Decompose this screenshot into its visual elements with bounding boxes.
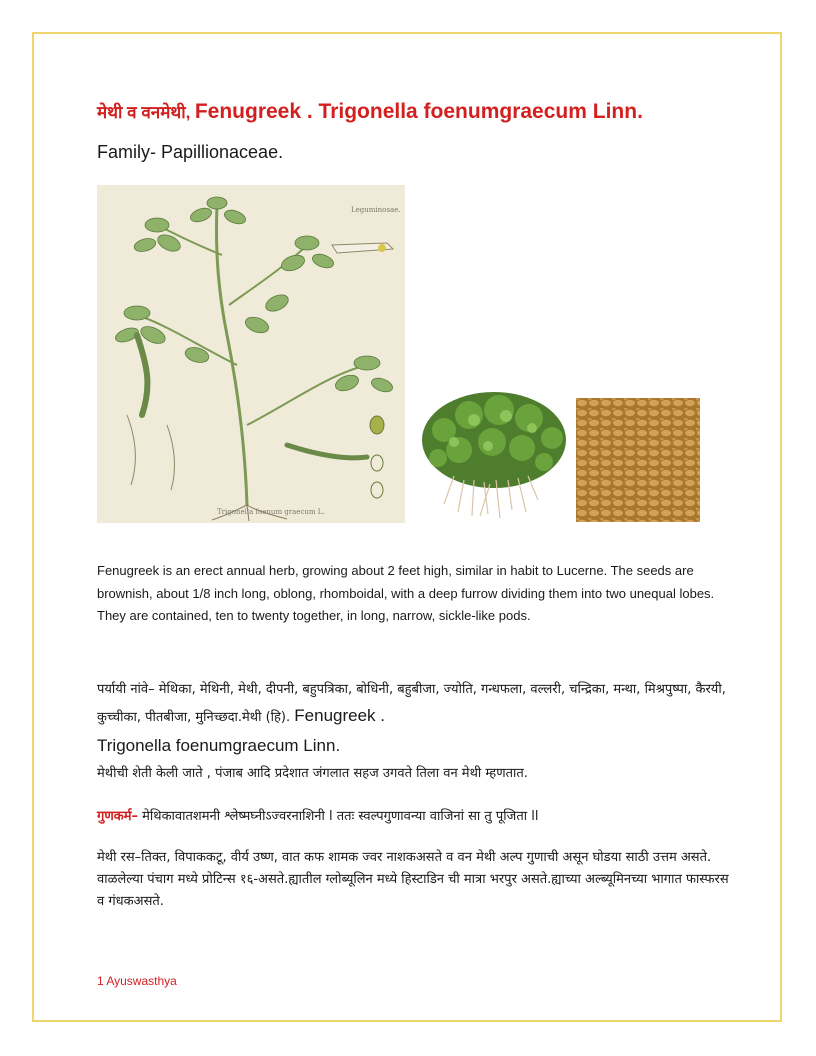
family-line: Family- Papillionaceae. xyxy=(97,142,284,162)
title-marathi: मेथी व वनमेथी, xyxy=(97,103,191,122)
fenugreek-seeds-photo xyxy=(576,398,700,522)
synonyms-paragraph xyxy=(97,677,737,731)
footer-page-label: 1 Ayuswasthya xyxy=(97,974,177,988)
synonyms-english-1: Fenugreek . xyxy=(294,706,386,725)
rasa-line-1: मेथी रस–तिक्त, विपाककटू, वीर्य उष्ण, वात कफ शामक ज्वर नाशकअसते व वन मेथी अल्प गुणाची असून घोडया साठी उत्तम असते. xyxy=(97,850,712,865)
botanical-illustration xyxy=(97,185,405,523)
cultivation-line: मेथीची शेती केली जाते , पंजाब आदि प्रदेशात जंगलात सहज उगवते तिला वन मेथी म्हणतात. xyxy=(97,766,528,781)
plant-corner-label: Leguminosae. xyxy=(351,206,401,214)
rasa-line-2: वाळलेल्या पंचाग मध्ये प्रोटिन्स १६-असते.ह्यातील ग्लोब्यूलिन मध्ये हिस्टाडिन ची मात्रा भरपुर असते.ह्याच्या अल्ब्यूमिनच्या भागात फास्फरस व गंधकअसते. xyxy=(97,872,729,909)
page-title xyxy=(97,100,757,124)
rasa-paragraph xyxy=(97,847,737,913)
gunakarma-text: मेथिकावातशमनी श्लेष्मघ्नीऽज्वरनाशिनी l ततः स्वल्पगुणावन्या वाजिनां सा तु पूजिता ll xyxy=(142,809,539,824)
synonyms-english-2: Trigonella foenumgraecum Linn. xyxy=(97,736,341,755)
fenugreek-sprouts-photo xyxy=(414,380,574,520)
synonyms-text: पर्यायी नांवे– मेथिका, मेथिनी, मेथी, दीपनी, बहुपत्रिका, बोधिनी, बहुबीजा, ज्योति, गन्धफला, वल्लरी, चन्द्रिका, मन्था, मिश्रपुष्पा, कैरयी, कुच्चीका, पीतबीजा, मुनिच्छदा.मेथी (हि). xyxy=(97,682,726,725)
title-english: Fenugreek . Trigonella foenumgraecum Linn. xyxy=(194,100,643,123)
gunakarma-line xyxy=(97,806,737,828)
gunakarma-label: गुणकर्म– xyxy=(97,809,138,824)
description-paragraph: Fenugreek is an erect annual herb, growing about 2 feet high, similar in habit to Lucerne. The seeds are brownish, about 1/8 inch long, oblong, rhomboidal, with a deep furrow dividing them into two unequal lobes. They are contained, ten to twenty together, in long, narrow, sickle-like pods. xyxy=(97,563,715,623)
plant-illustration-label: Trigonella foenum graecum L. xyxy=(217,508,325,516)
